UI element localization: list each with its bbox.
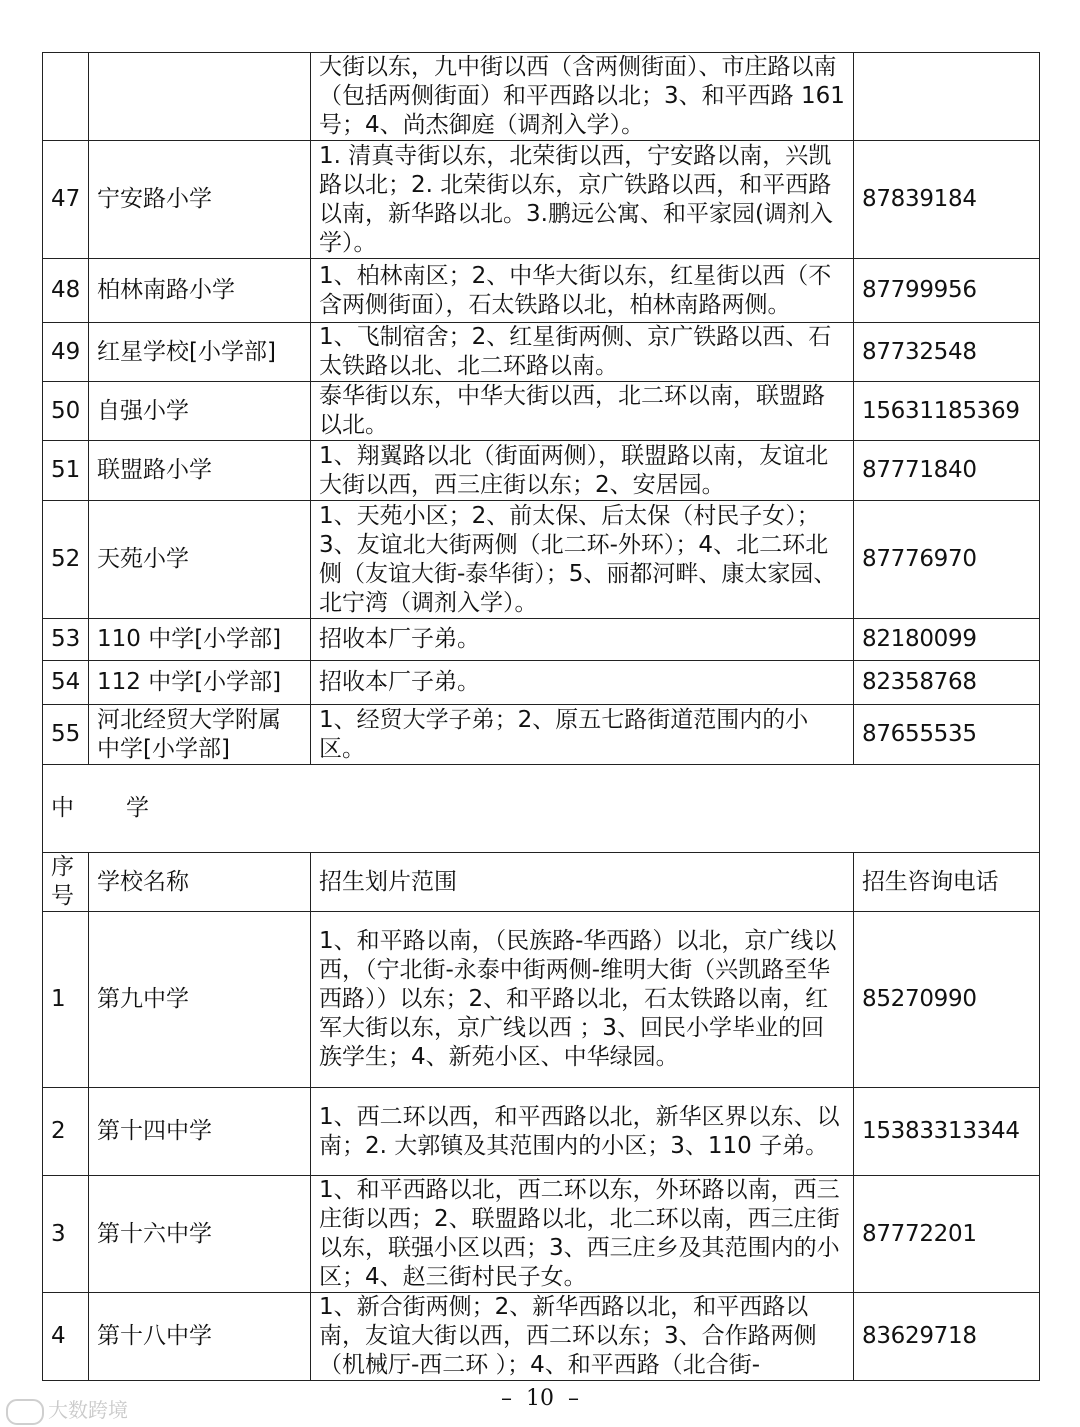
logo-text: 大数跨境 (48, 1398, 128, 1422)
table-row (43, 1293, 1040, 1381)
phone-number: 15383313344 (854, 1088, 1040, 1176)
school-name: 天苑小学 (89, 501, 311, 619)
phone-number: 82358768 (854, 661, 1040, 705)
row-number: 52 (43, 501, 89, 619)
row-number: 49 (43, 323, 89, 382)
school-name: 112 中学[小学部] (89, 661, 311, 705)
table-row (43, 382, 1040, 441)
section-title-part: 中 (51, 795, 74, 821)
table-row (43, 53, 1040, 141)
phone-number: 83629718 (854, 1293, 1040, 1381)
table-row (43, 619, 1040, 661)
row-number: 3 (43, 1176, 89, 1293)
enrollment-scope: 1、和平西路以北，西二环以东，外环路以南，西三庄街以西；2、联盟路以北，北二环以南，西三庄街以东，联强小区以西；3、西三庄乡及其范围内的小区；4、赵三街村民子女。 (311, 1176, 854, 1293)
enrollment-scope: 泰华街以东，中华大街以西，北二环以南，联盟路以北。 (311, 382, 854, 441)
page-number-value: 10 (526, 1386, 554, 1411)
row-number: 2 (43, 1088, 89, 1176)
page-dash-left: – (501, 1386, 512, 1411)
table-row (43, 705, 1040, 765)
section-heading (43, 765, 1040, 853)
school-name: 柏林南路小学 (89, 259, 311, 323)
enrollment-scope: 1、新合街两侧；2、新华西路以北，和平西路以南，友谊大街以西，西二环以东；3、合作路两侧（机械厅-西二环 ）；4、和平西路（北合街- (311, 1293, 854, 1381)
school-name: 宁安路小学 (89, 141, 311, 259)
row-number: 53 (43, 619, 89, 661)
enrollment-scope: 1. 清真寺街以东，北荣街以西，宁安路以南，兴凯路以北；2. 北荣街以东，京广铁路以西，和平西路以南，新华路以北。3.鹏远公寓、和平家园(调剂入学）。 (311, 141, 854, 259)
header-seq: 序号 (43, 853, 89, 912)
phone-number: 87839184 (854, 141, 1040, 259)
phone-number: 87771840 (854, 441, 1040, 501)
row-number: 51 (43, 441, 89, 501)
header-scope: 招生划片范围 (311, 853, 854, 912)
watermark-logo (6, 1394, 128, 1425)
table-row (43, 912, 1040, 1088)
row-number (43, 53, 89, 141)
school-name: 红星学校[小学部] (89, 323, 311, 382)
table-row (43, 661, 1040, 705)
enrollment-scope: 招收本厂子弟。 (311, 619, 854, 661)
phone-number: 87799956 (854, 259, 1040, 323)
enrollment-scope: 1、飞制宿舍；2、红星街两侧、京广铁路以西、石太铁路以北、北二环路以南。 (311, 323, 854, 382)
header-school-name: 学校名称 (89, 853, 311, 912)
row-number: 48 (43, 259, 89, 323)
phone-number: 82180099 (854, 619, 1040, 661)
school-name: 联盟路小学 (89, 441, 311, 501)
phone-number: 87732548 (854, 323, 1040, 382)
page-number (0, 1386, 1080, 1411)
section-title-part: 学 (126, 795, 149, 821)
page-dash-right: – (568, 1386, 579, 1411)
row-number: 50 (43, 382, 89, 441)
enrollment-scope: 1、天苑小区；2、前太保、后太保（村民子女）；3、友谊北大街两侧（北二环-外环）；4、北二环北侧（友谊大街-泰华街）；5、丽都河畔、康太家园、北宁湾（调剂入学）。 (311, 501, 854, 619)
table-row (43, 1176, 1040, 1293)
school-name: 第十四中学 (89, 1088, 311, 1176)
row-number: 55 (43, 705, 89, 765)
enrollment-scope: 招收本厂子弟。 (311, 661, 854, 705)
table-row (43, 141, 1040, 259)
enrollment-scope: 1、经贸大学子弟；2、原五七路街道范围内的小区。 (311, 705, 854, 765)
enrollment-scope: 1、翔翼路以北（街面两侧），联盟路以南，友谊北大街以西，西三庄街以东；2、安居园。 (311, 441, 854, 501)
school-name: 110 中学[小学部] (89, 619, 311, 661)
school-name: 自强小学 (89, 382, 311, 441)
header-phone: 招生咨询电话 (854, 853, 1040, 912)
phone-number: 87776970 (854, 501, 1040, 619)
phone-number: 85270990 (854, 912, 1040, 1088)
header-row (43, 853, 1040, 912)
phone-number (854, 53, 1040, 141)
table-row (43, 501, 1040, 619)
enrollment-scope: 1、柏林南区；2、中华大街以东，红星街以西（不含两侧街面），石太铁路以北，柏林南路两侧。 (311, 259, 854, 323)
section-heading-row (43, 765, 1040, 853)
phone-number: 15631185369 (854, 382, 1040, 441)
row-number: 4 (43, 1293, 89, 1381)
table-row (43, 259, 1040, 323)
phone-number: 87772201 (854, 1176, 1040, 1293)
school-name (89, 53, 311, 141)
school-name: 河北经贸大学附属中学[小学部] (89, 705, 311, 765)
table-row (43, 323, 1040, 382)
school-name: 第十八中学 (89, 1293, 311, 1381)
row-number: 47 (43, 141, 89, 259)
enrollment-scope: 1、和平路以南，（民族路-华西路）以北，京广线以西，（宁北街-永泰中街两侧-维明大街（兴凯路至华西路））以东；2、和平路以北，石太铁路以南，红军大街以东，京广线以西 ；3、回民小学毕业的回族学生；4、新苑小区、中华绿园。 (311, 912, 854, 1088)
enrollment-table (42, 52, 1040, 1381)
school-name: 第九中学 (89, 912, 311, 1088)
enrollment-scope: 大街以东，九中街以西（含两侧街面）、市庄路以南（包括两侧街面）和平西路以北；3、和平西路 161 号；4、尚杰御庭（调剂入学）。 (311, 53, 854, 141)
row-number: 1 (43, 912, 89, 1088)
school-name: 第十六中学 (89, 1176, 311, 1293)
logo-icon (6, 1399, 44, 1425)
phone-number: 87655535 (854, 705, 1040, 765)
table-row (43, 441, 1040, 501)
table-row (43, 1088, 1040, 1176)
row-number: 54 (43, 661, 89, 705)
enrollment-scope: 1、西二环以西，和平西路以北，新华区界以东、以南；2. 大郭镇及其范围内的小区；3、110 子弟。 (311, 1088, 854, 1176)
